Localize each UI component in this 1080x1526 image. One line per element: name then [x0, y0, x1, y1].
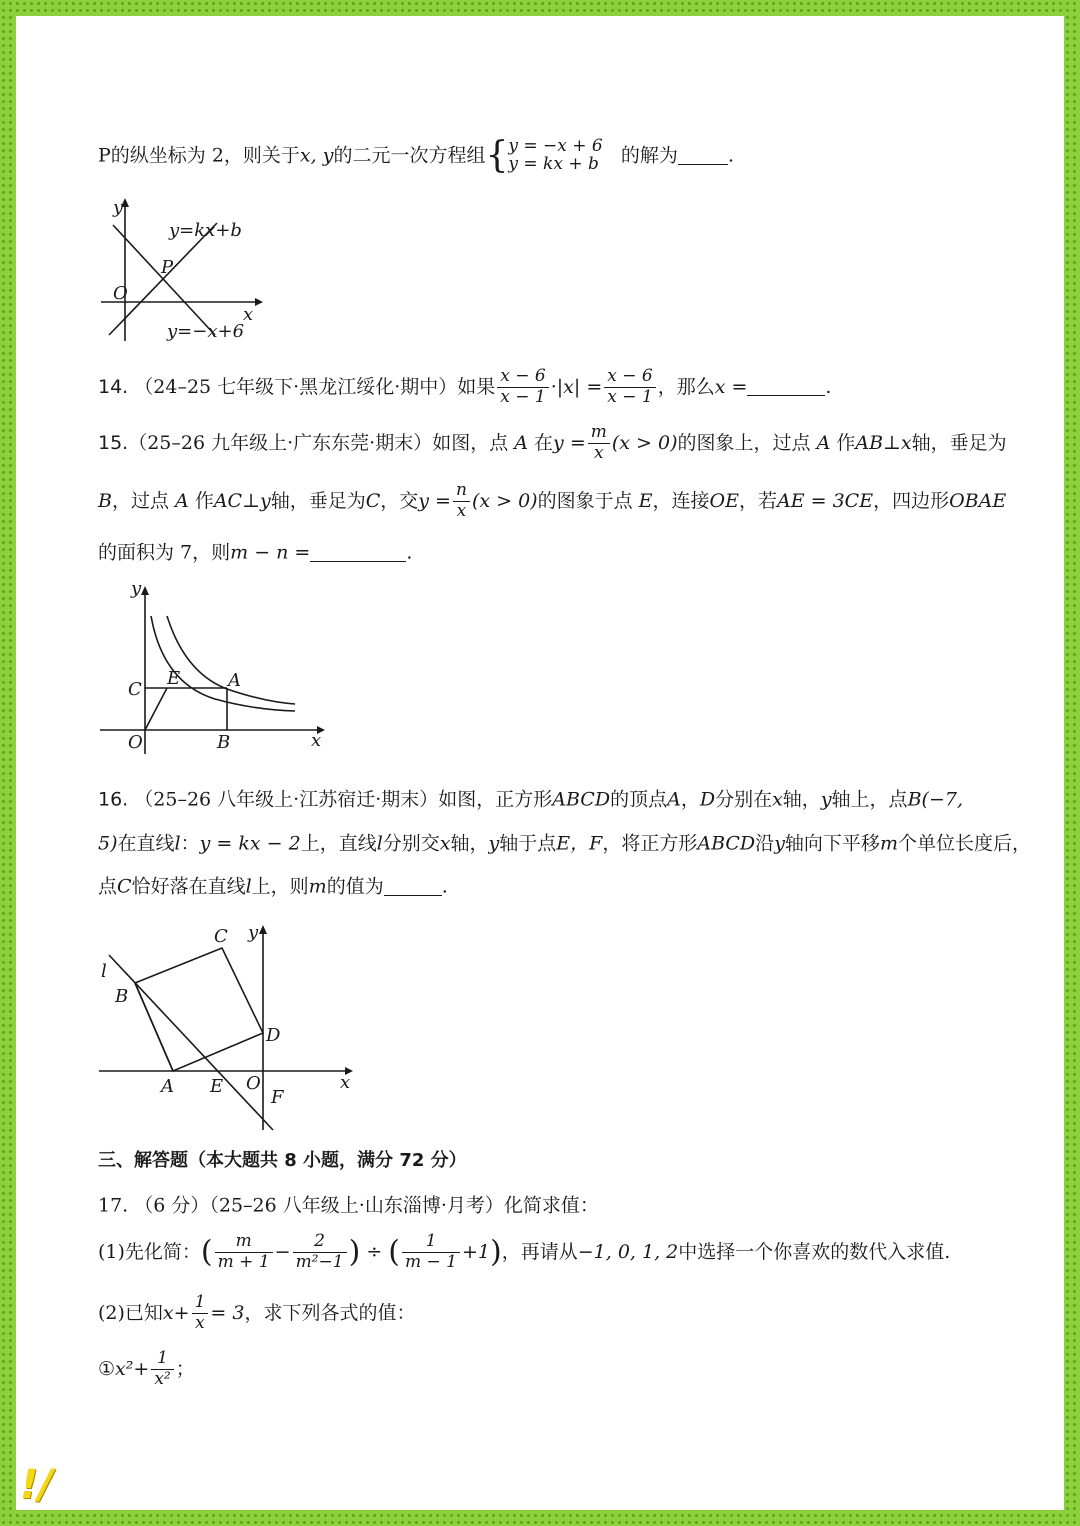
- q15-c: C: [365, 489, 381, 512]
- fraction-denominator: m²−1: [295, 1251, 344, 1272]
- q13-end: .: [727, 144, 734, 167]
- line-l: [109, 955, 273, 1130]
- q16-t4: 轴，: [782, 788, 821, 811]
- q17-p2-post: ，求下列各式的值：: [244, 1301, 416, 1324]
- fraction: [453, 482, 470, 521]
- y-label: y: [131, 578, 142, 599]
- equation-system: [508, 138, 602, 174]
- fraction-numerator: 1: [192, 1294, 209, 1314]
- q17-p2-pre: (2)已知: [98, 1301, 163, 1324]
- q16-t3: 分别在: [715, 788, 773, 811]
- q17-part1: [98, 1233, 950, 1272]
- origin-label: O: [113, 283, 128, 304]
- q15-t11: ，若: [738, 489, 777, 512]
- segment-ab: [135, 983, 173, 1071]
- fraction: [402, 1233, 460, 1272]
- answer-blank: [310, 545, 406, 562]
- answer-blank: [384, 879, 442, 896]
- q15-t10: ，连接: [652, 489, 710, 512]
- origin-label: O: [246, 1073, 261, 1094]
- line-l-label: l: [101, 961, 107, 982]
- fraction-denominator: x²: [154, 1368, 171, 1389]
- q14-x: x =: [714, 375, 748, 398]
- q16-t10: 轴，: [450, 832, 489, 855]
- fraction-numerator: x − 6: [604, 368, 655, 388]
- fraction-denominator: x − 1: [607, 386, 653, 407]
- point-c-label: C: [214, 926, 228, 947]
- q16-end: .: [441, 875, 448, 898]
- q16-x2: x: [439, 832, 451, 855]
- y-arrow-icon: [259, 925, 267, 934]
- q16-t18: 上，则: [251, 875, 309, 898]
- point-a-label: A: [161, 1076, 174, 1097]
- q16-l3: l: [245, 875, 252, 898]
- q16-t1: 的顶点: [610, 788, 668, 811]
- fraction: [604, 368, 655, 407]
- q16-m: m: [879, 832, 898, 855]
- brand-logo-icon: !/: [20, 1462, 53, 1508]
- answer-blank: [747, 379, 825, 396]
- q16-number: 16.: [98, 788, 129, 811]
- q17-p3-x: x²+: [115, 1357, 150, 1380]
- x-label: x: [243, 304, 254, 325]
- answer-blank: [678, 148, 728, 165]
- q15-ac: AC⊥y: [213, 489, 271, 512]
- fraction: [588, 424, 610, 463]
- q15-t1: 在: [534, 431, 554, 454]
- q15-y: y =: [553, 431, 586, 454]
- q16-d: D: [699, 788, 716, 811]
- paren-close: ): [490, 1234, 502, 1270]
- q15-oe: OE: [709, 489, 739, 512]
- q15-cond: (x > 0): [611, 431, 678, 454]
- q16-b-cont: 5): [98, 832, 118, 855]
- q16-t16: 点: [98, 875, 118, 898]
- square-abcd: [135, 948, 263, 1071]
- q14-number: 14.: [98, 375, 129, 398]
- circled-one: ①: [98, 1357, 116, 1380]
- plus-one: +1: [462, 1240, 491, 1263]
- q15-mn: m − n =: [230, 541, 311, 564]
- q14-text-post: ，那么: [657, 375, 715, 398]
- fraction-numerator: 2: [293, 1233, 347, 1253]
- q16-t6: 在直线: [117, 832, 175, 855]
- q15-t13: 的面积为 7，则: [98, 541, 231, 564]
- q15-obae: OBAE: [949, 489, 1007, 512]
- q15-ae: AE = 3CE: [777, 489, 874, 512]
- q16-source: （25–26 八年级上·江苏宿迁·期末）如图，正方形: [134, 788, 553, 811]
- fraction-numerator: m: [588, 424, 610, 444]
- q17-part2-item1: [98, 1350, 195, 1389]
- q17-p2-x: x+: [162, 1301, 190, 1324]
- fraction-numerator: 1: [151, 1350, 173, 1370]
- q17-p3-end: ；: [175, 1357, 195, 1380]
- paren-open: (: [388, 1234, 400, 1270]
- q15-figure: [95, 578, 335, 758]
- q16-y3: y: [774, 832, 785, 855]
- q16-t12: ，将正方形: [602, 832, 698, 855]
- q13-text-pre: P的纵坐标为 2，则关于: [98, 144, 300, 167]
- fraction-numerator: 1: [402, 1233, 460, 1253]
- q16-t15: 个单位长度后，: [897, 832, 1031, 855]
- equation-1: y = −x + 6: [508, 136, 603, 157]
- divide-sign: ÷: [360, 1240, 389, 1263]
- q16-eq: y = kx − 2: [199, 832, 301, 855]
- q16-figure: [95, 920, 365, 1135]
- q16-ef: E，F: [556, 832, 603, 855]
- q13-text-mid: 的二元一次方程组: [333, 144, 486, 167]
- q16-a: A: [667, 788, 681, 811]
- q17-p2-eq: = 3: [210, 1301, 245, 1324]
- q14-source: （24–25 七年级下·黑龙江绥化·期中）如果: [134, 375, 496, 398]
- q16-t13: 沿: [755, 832, 775, 855]
- system-brace: {: [485, 135, 509, 176]
- q16-c: C: [117, 875, 132, 898]
- fraction-denominator: x: [456, 500, 467, 521]
- q13-figure: [95, 195, 275, 345]
- y-arrow-icon: [141, 586, 149, 595]
- q16-y: y: [820, 788, 832, 811]
- minus-sign: −: [274, 1240, 291, 1263]
- line-neg-x-6-label: y=−x+6: [167, 321, 245, 342]
- q15-t7: 轴，垂足为: [270, 489, 366, 512]
- q17-part2: [98, 1294, 415, 1333]
- fraction-numerator: m: [215, 1233, 273, 1253]
- q16-line-1: [98, 790, 963, 810]
- x-arrow-icon: [255, 298, 263, 306]
- q17-header-text: 17. （6 分）（25–26 八年级上·山东淄博·月考）化简求值：: [98, 1194, 599, 1217]
- q16-line-2: [98, 834, 1031, 854]
- x-label: x: [340, 1072, 351, 1093]
- q15-y2: y =: [418, 489, 451, 512]
- point-e-label: E: [167, 668, 181, 689]
- fraction: [192, 1294, 209, 1333]
- q15-line-2: [98, 482, 1006, 521]
- point-d-label: D: [266, 1025, 281, 1046]
- q16-t7: ：: [180, 832, 200, 855]
- q16-abcd: ABCD: [552, 788, 611, 811]
- q15-ab: AB⊥x: [855, 431, 912, 454]
- q16-y2: y: [488, 832, 500, 855]
- section-heading: 三、解答题（本大题共 8 小题，满分 72 分）: [98, 1150, 467, 1171]
- fraction: [293, 1233, 347, 1272]
- q16-t19: 的值为: [326, 875, 384, 898]
- q16-l: l: [174, 832, 181, 855]
- q16-t2: ，: [680, 788, 700, 811]
- q16-t14: 轴向下平移: [784, 832, 880, 855]
- point-e-label: E: [210, 1076, 224, 1097]
- equation-2: y = kx + b: [508, 154, 599, 174]
- point-a-label: A: [228, 670, 241, 691]
- q16-t17: 恰好落在直线: [131, 875, 246, 898]
- fraction-numerator: x − 6: [497, 368, 548, 388]
- fraction-denominator: x − 1: [500, 386, 546, 407]
- q13-text: [98, 135, 734, 176]
- q17-p1-pre: (1)先化简：: [98, 1240, 201, 1263]
- q15-t8: ，交: [380, 489, 419, 512]
- fraction: [215, 1233, 273, 1272]
- q15-e: E: [638, 489, 653, 512]
- fraction-denominator: x: [594, 442, 604, 463]
- q16-x: x: [772, 788, 783, 811]
- fraction-denominator: m − 1: [405, 1251, 457, 1272]
- q15-t9: 的图象于点: [537, 489, 633, 512]
- paren-open: (: [200, 1234, 213, 1270]
- point-b-label: B: [217, 732, 231, 753]
- q14-text: [98, 368, 831, 407]
- q13-text-post: 的解为: [620, 144, 678, 167]
- y-label: y: [113, 197, 124, 218]
- fraction: [151, 1350, 173, 1389]
- q15-a2: A: [816, 431, 831, 454]
- q15-cond2: (x > 0): [471, 489, 538, 512]
- q15-t6: 作: [194, 489, 214, 512]
- q16-t8: 上，直线: [300, 832, 377, 855]
- q14-abs: ·|x| =: [550, 375, 603, 398]
- q16-abcd2: ABCD: [697, 832, 756, 855]
- q17-header: [98, 1196, 599, 1216]
- segment-oe: [145, 688, 167, 730]
- q15-end: .: [406, 541, 413, 564]
- fraction: [497, 368, 548, 407]
- paren-close: ): [348, 1234, 361, 1270]
- q15-a: A: [514, 431, 528, 454]
- q15-source: （25–26 九年级上·广东东莞·期末）如图，点: [128, 431, 509, 454]
- q15-t5: ，过点: [111, 489, 169, 512]
- q15-b: B: [98, 489, 112, 512]
- y-label: y: [248, 922, 259, 943]
- x-label: x: [311, 730, 322, 751]
- q16-m2: m: [308, 875, 327, 898]
- point-b-label: B: [115, 986, 129, 1007]
- q15-line-3: [98, 543, 412, 563]
- point-p-label: P: [161, 257, 174, 278]
- q15-t2: 的图象上，过点: [677, 431, 811, 454]
- q16-t9: 分别交: [382, 832, 440, 855]
- fraction-denominator: x: [195, 1312, 205, 1333]
- q16-l2: l: [376, 832, 383, 855]
- fraction-denominator: m + 1: [217, 1251, 270, 1272]
- q15-line-1: [98, 424, 1007, 463]
- point-f-label: F: [271, 1087, 284, 1108]
- line-kx-b-label: y=kx+b: [169, 220, 242, 241]
- origin-label: O: [128, 732, 143, 753]
- q16-t5: 轴上，点: [831, 788, 908, 811]
- fraction-numerator: n: [453, 482, 470, 502]
- q15-number: 15.: [98, 431, 129, 454]
- q14-end: .: [825, 375, 832, 398]
- q17-values: −1, 0, 1, 2: [577, 1240, 679, 1263]
- q15-t4: 轴，垂足为: [911, 431, 1007, 454]
- q15-t3: 作: [836, 431, 856, 454]
- q16-line-3: [98, 877, 448, 897]
- q17-p1-post: ，再请从: [501, 1240, 578, 1263]
- point-c-label: C: [128, 679, 142, 700]
- q15-t12: ，四边形: [873, 489, 950, 512]
- q16-b: B(−7,: [907, 788, 963, 811]
- q17-p1-end: 中选择一个你喜欢的数代入求值.: [678, 1240, 951, 1263]
- q13-vars: x, y: [299, 144, 334, 167]
- q16-t11: 轴于点: [499, 832, 557, 855]
- q15-a3: A: [175, 489, 189, 512]
